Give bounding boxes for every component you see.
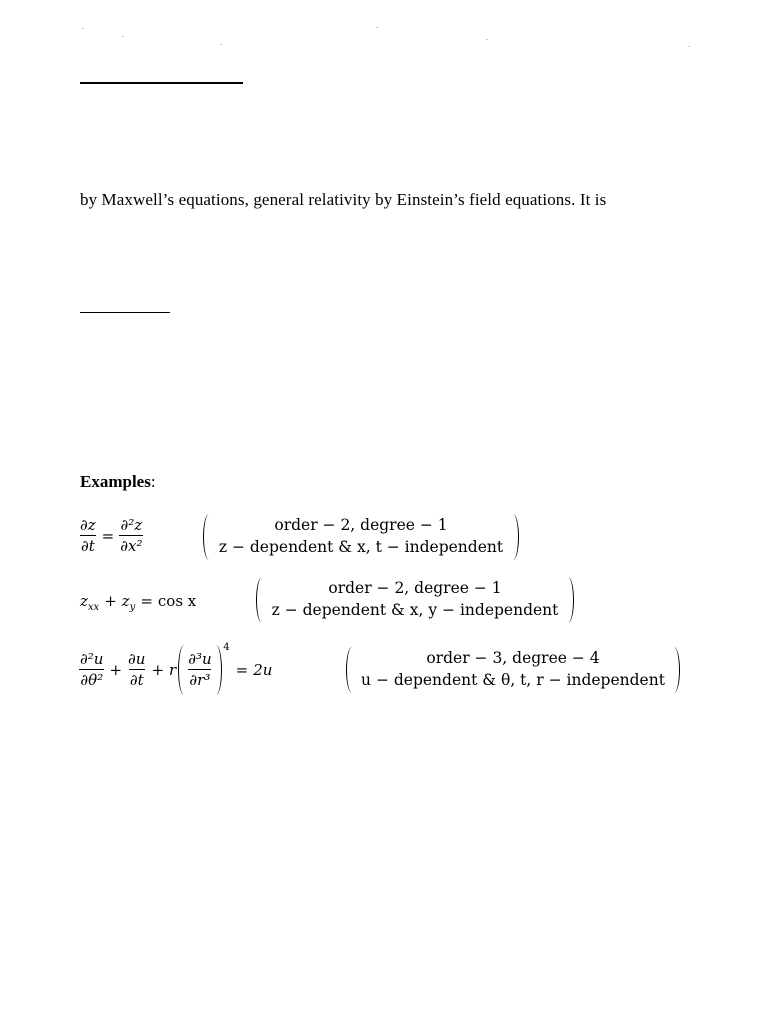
scan-speck [688, 46, 690, 47]
eq3-term2-denominator: ∂t [129, 671, 144, 689]
eq2-classification [256, 577, 574, 623]
eq3-classification-variables: u − dependent & θ, t, r − independent [361, 671, 665, 689]
eq2-equals: = [140, 591, 153, 610]
eq3-paren-group [178, 642, 230, 695]
equation-3 [79, 642, 273, 695]
eq2-term-a: $z_{xx}$ [80, 591, 100, 613]
eq3-equals: = [235, 660, 249, 679]
scan-speck [220, 44, 222, 45]
eq1-classification-variables: z − dependent & x, t − independent [218, 538, 504, 556]
short-rule [80, 312, 170, 313]
eq2-term-b: $z_y$ [121, 591, 136, 613]
eq3-exponent: 4 [223, 642, 230, 653]
examples-heading-colon: : [150, 472, 156, 491]
eq3-classification [346, 647, 680, 693]
eq3-coefficient: r [169, 660, 177, 679]
left-paren [203, 514, 213, 560]
eq1-rhs-denominator: ∂x² [120, 537, 143, 555]
scan-speck [376, 27, 378, 28]
eq3-term3-denominator: ∂r³ [189, 671, 211, 689]
eq1-classification [203, 514, 519, 560]
left-paren [178, 645, 188, 695]
eq3-plus-2: + [151, 660, 165, 679]
eq3-term2-fraction [127, 652, 146, 688]
eq2-plus: + [104, 591, 117, 610]
equation-2 [80, 590, 196, 612]
eq3-plus-1: + [109, 660, 123, 679]
eq3-term1-denominator: ∂θ² [80, 671, 104, 689]
eq1-rhs-numerator: ∂²z [120, 516, 143, 534]
equation-1 [79, 514, 143, 558]
eq1-lhs-denominator: ∂t [80, 537, 95, 555]
eq1-lhs-numerator: ∂z [80, 516, 96, 534]
examples-heading [80, 472, 156, 492]
eq1-lhs-fraction [79, 518, 97, 554]
eq1-rhs-fraction [119, 518, 143, 554]
eq2-classification-variables: z − dependent & x, y − independent [271, 601, 559, 619]
eq3-term3-numerator: ∂³u [188, 650, 212, 668]
examples-heading-label: Examples [80, 472, 151, 491]
eq3-term2-numerator: ∂u [128, 650, 146, 668]
eq2-rhs: cos x [157, 591, 197, 610]
eq3-term1-fraction [79, 652, 104, 688]
right-paren [212, 645, 222, 695]
left-paren [256, 577, 266, 623]
eq3-term1-numerator: ∂²u [80, 650, 104, 668]
eq3-term3-fraction [187, 652, 212, 688]
eq3-rhs: 2u [253, 660, 273, 679]
left-paren [346, 647, 356, 693]
eq1-equals: = [101, 526, 115, 545]
eq2-classification-order: order − 2, degree − 1 [328, 579, 502, 597]
eq1-classification-order: order − 2, degree − 1 [274, 516, 448, 534]
scan-speck [122, 36, 124, 37]
scan-speck [486, 39, 488, 40]
body-text-line: by Maxwell’s equations, general relativity by Einstein’s field equations. It is [80, 190, 607, 209]
scan-speck [82, 28, 84, 29]
eq3-classification-order: order − 3, degree − 4 [426, 649, 600, 667]
top-rule [80, 82, 243, 84]
